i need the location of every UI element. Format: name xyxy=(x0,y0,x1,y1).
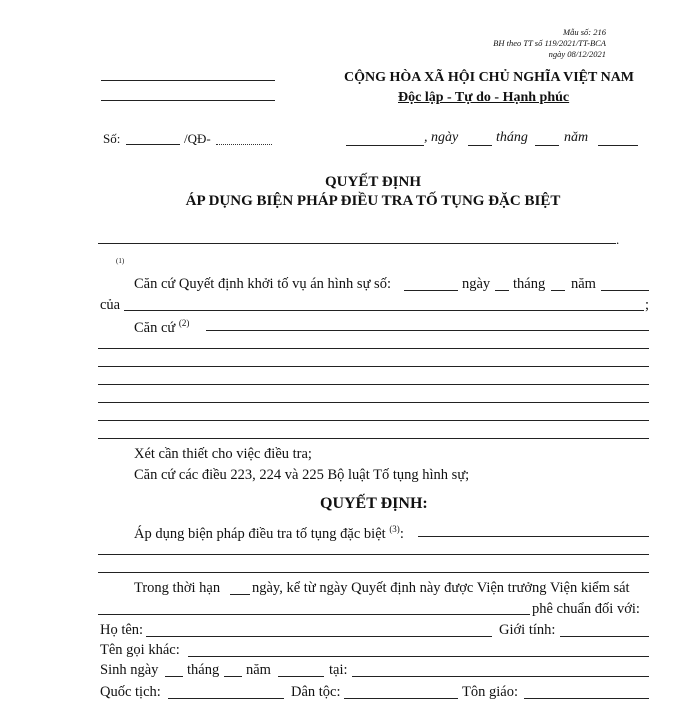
prosecution-decision-number[interactable] xyxy=(404,290,458,291)
nationality-field[interactable] xyxy=(168,698,284,699)
birth-day-field[interactable] xyxy=(165,676,183,677)
agency-line-1[interactable] xyxy=(101,80,275,81)
alias-field[interactable] xyxy=(188,656,649,657)
form-code-date: ngày 08/12/2021 xyxy=(548,49,606,59)
number-label: Số: xyxy=(103,131,121,146)
investigation-need-text: Xét cần thiết cho việc điều tra; xyxy=(134,446,312,462)
apply-measure-line-3[interactable] xyxy=(98,572,649,573)
issuing-body-label: của xyxy=(100,297,121,313)
issuing-body-semicolon: ; xyxy=(645,297,650,313)
month-field[interactable] xyxy=(535,145,559,146)
form-code-circular: BH theo TT số 119/2021/TT-BCA xyxy=(493,38,606,48)
decision-suffix: /QĐ- xyxy=(184,131,211,146)
year-field[interactable] xyxy=(598,145,638,146)
alias-label: Tên gọi khác: xyxy=(100,642,180,658)
prosecution-year-label: năm xyxy=(571,276,596,292)
gender-label: Giới tính: xyxy=(499,622,556,638)
issuer-period: . xyxy=(616,232,620,247)
prosecution-month-field[interactable] xyxy=(551,290,565,291)
agency-line-2[interactable] xyxy=(101,100,275,101)
ethnicity-field[interactable] xyxy=(344,698,458,699)
birth-year-label: năm xyxy=(246,662,271,678)
birth-place-label: tại: xyxy=(329,662,348,678)
legal-articles-text: Căn cứ các điều 223, 224 và 225 Bộ luật Tố tụng hình sự; xyxy=(134,467,470,483)
duration-label: Trong thời hạn xyxy=(134,580,221,596)
decision-heading: QUYẾT ĐỊNH: xyxy=(320,495,428,512)
legal-basis-line-2[interactable] xyxy=(98,348,649,349)
issuing-body-field[interactable] xyxy=(124,310,644,311)
full-name-field[interactable] xyxy=(146,636,492,637)
form-code xyxy=(470,27,606,60)
full-name-label: Họ tên: xyxy=(100,622,144,638)
place-field[interactable] xyxy=(346,145,424,146)
footnote-3: (3) xyxy=(389,524,400,534)
date-year-label: năm xyxy=(564,130,589,145)
document-title: QUYẾT ĐỊNH xyxy=(325,174,421,190)
legal-basis-line-6[interactable] xyxy=(98,420,649,421)
apply-measure-line-2[interactable] xyxy=(98,554,649,555)
legal-basis-field[interactable] xyxy=(206,330,649,331)
prosecution-year-field[interactable] xyxy=(601,290,649,291)
birth-month-label: tháng xyxy=(187,662,220,678)
prosecution-day-field[interactable] xyxy=(495,290,509,291)
nation-motto: Độc lập - Tự do - Hạnh phúc xyxy=(398,90,570,105)
duration-from-text: ngày, kể từ ngày Quyết định này được Viện trưởng Viện kiểm sát xyxy=(252,580,630,596)
apply-measure-field[interactable] xyxy=(418,536,649,537)
apply-measure-label xyxy=(134,524,404,543)
birth-year-field[interactable] xyxy=(278,676,324,677)
birth-day-label: Sinh ngày xyxy=(100,662,159,678)
legal-basis-line-3[interactable] xyxy=(98,366,649,367)
issuer-field[interactable] xyxy=(98,243,616,244)
date-day-label: , ngày xyxy=(424,130,459,145)
nationality-label: Quốc tịch: xyxy=(100,684,161,700)
form-code-number: Mẫu số: 216 xyxy=(563,27,606,37)
prosecution-month-label: tháng xyxy=(513,276,546,292)
date-month-label: tháng xyxy=(496,130,528,145)
duration-days-field[interactable] xyxy=(230,594,250,595)
apply-measure-colon: : xyxy=(399,525,404,542)
gender-field[interactable] xyxy=(560,636,649,637)
religion-field[interactable] xyxy=(524,698,649,699)
legal-basis-line-7[interactable] xyxy=(98,438,649,439)
prosecution-decision-label: Căn cứ Quyết định khởi tố vụ án hình sự số: xyxy=(134,276,391,292)
legal-basis-label xyxy=(134,318,189,337)
document-subtitle: ÁP DỤNG BIỆN PHÁP ĐIỀU TRA TỐ TỤNG ĐẶC BIỆT xyxy=(185,193,561,209)
legal-basis-text: Căn cứ xyxy=(134,319,176,336)
prosecution-day-label: ngày xyxy=(462,276,491,292)
approval-prosecutor-field[interactable] xyxy=(98,614,530,615)
ethnicity-label: Dân tộc: xyxy=(291,684,341,700)
agency-code-field[interactable] xyxy=(216,144,272,145)
day-field[interactable] xyxy=(468,145,492,146)
footnote-2: (2) xyxy=(178,318,190,328)
religion-label: Tôn giáo: xyxy=(462,684,518,700)
legal-basis-line-5[interactable] xyxy=(98,402,649,403)
number-field[interactable] xyxy=(126,144,180,145)
birth-month-field[interactable] xyxy=(224,676,242,677)
nation-header: CỘNG HÒA XÃ HỘI CHỦ NGHĨA VIỆT NAM xyxy=(344,70,635,85)
footnote-1: (1) xyxy=(116,257,125,265)
apply-measure-text: Áp dụng biện pháp điều tra tố tụng đặc biệt xyxy=(134,525,386,542)
birth-place-field[interactable] xyxy=(352,676,649,677)
legal-basis-line-4[interactable] xyxy=(98,384,649,385)
approval-target-label: phê chuẩn đối với: xyxy=(532,601,640,617)
